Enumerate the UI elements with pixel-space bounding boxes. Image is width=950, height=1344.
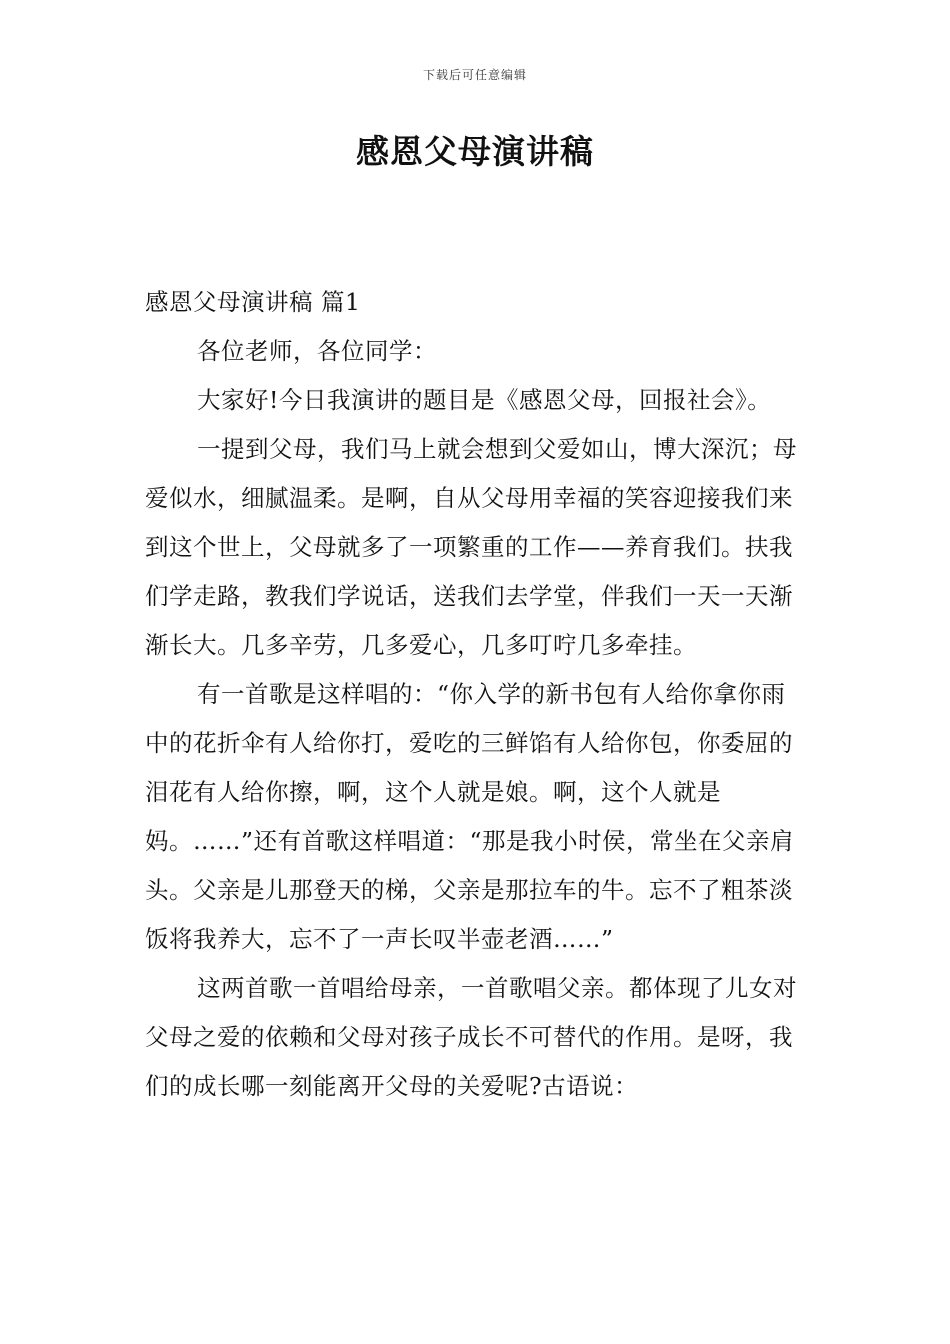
paragraph-parents-love: 一提到父母，我们马上就会想到父爱如山，博大深沉；母爱似水，细腻温柔。是啊，自从父母用幸福的笑容迎接我们来到这个世上，父母就多了一项繁重的工作——养育我们。扶我们学走路，教我们学说话，送我们去学堂，伴我们一天一天渐渐长大。几多辛劳，几多爱心，几多叮咛几多牵挂。 xyxy=(145,435,797,659)
paragraph-reflection: 这两首歌一首唱给母亲，一首歌唱父亲。都体现了儿女对父母之爱的依赖和父母对孩子成长不可替代的作用。是呀，我们的成长哪一刻能离开父母的关爱呢?古语说： xyxy=(145,974,797,1100)
document-body xyxy=(145,278,807,1111)
section-heading: 感恩父母演讲稿 篇1 xyxy=(145,288,361,316)
header-note: 下载后可任意编辑 xyxy=(422,68,527,82)
paragraph-intro: 大家好!今日我演讲的题目是《感恩父母，回报社会》。 xyxy=(197,386,772,414)
document-title: 感恩父母演讲稿 xyxy=(356,132,594,171)
paragraph-songs: 有一首歌是这样唱的：“你入学的新书包有人给你拿你雨中的花折伞有人给你打，爱吃的三鲜馅有人给你包，你委屈的泪花有人给你擦，啊，这个人就是娘。啊，这个人就是妈。……”还有首歌这样唱道：“那是我小时侯，常坐在父亲肩头。父亲是儿那登天的梯，父亲是那拉车的牛。忘不了粗茶淡饭将我养大，忘不了一声长叹半壶老酒……” xyxy=(145,680,795,953)
paragraph-greeting: 各位老师，各位同学： xyxy=(197,337,437,365)
